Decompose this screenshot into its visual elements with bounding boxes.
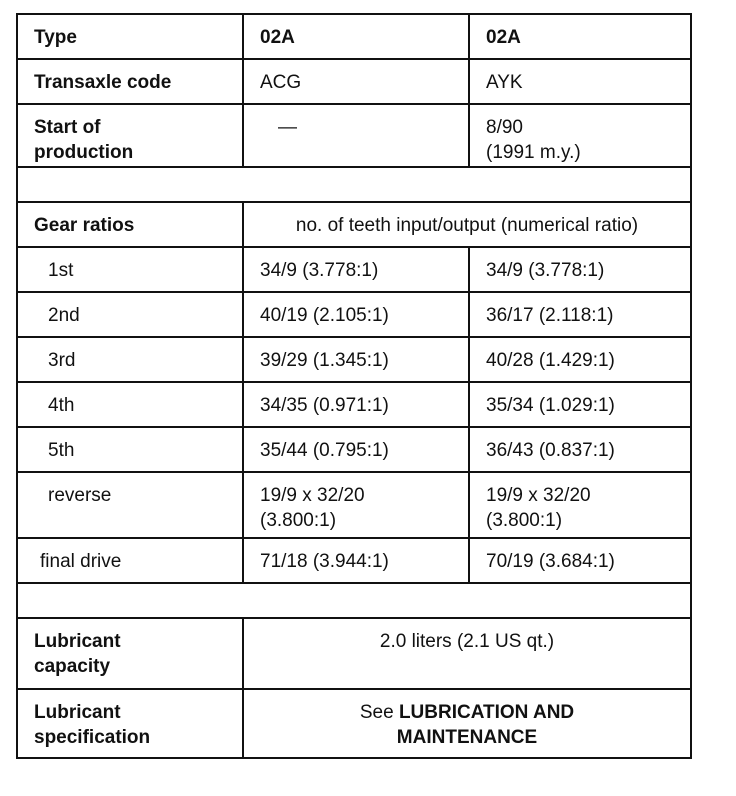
type-row: [17, 14, 691, 59]
lubricant-spec-row: [17, 689, 691, 758]
gear-name: 3rd: [17, 337, 243, 382]
gear-name: 4th: [17, 382, 243, 427]
lubricant-capacity-label-line2: capacity: [34, 656, 111, 677]
production-label: [17, 104, 243, 167]
gear-ratios-subheader: no. of teeth input/output (numerical ratio): [243, 202, 691, 247]
gear-ratio-col1: 34/9 (3.778:1): [243, 247, 469, 292]
gear-ratios-header-row: [17, 202, 691, 247]
gear-ratio-col1: 39/29 (1.345:1): [243, 337, 469, 382]
type-col1: 02A: [243, 14, 469, 59]
transaxle-code-col1: ACG: [243, 59, 469, 104]
gear-ratio-col1: 35/44 (0.795:1): [243, 427, 469, 472]
lubricant-capacity-label: [17, 618, 243, 689]
lubricant-spec-prefix: See: [359, 702, 399, 723]
reverse-col1-line1: 19/9 x 32/20: [260, 485, 365, 506]
lubricant-spec-label-line1: Lubricant: [34, 702, 121, 723]
lubricant-spec-label-line2: specification: [34, 727, 151, 748]
production-col2-line1: 8/90: [486, 117, 523, 138]
spacer-cell: [17, 167, 691, 202]
lubricant-capacity-value: 2.0 liters (2.1 US qt.): [243, 618, 691, 689]
lubricant-capacity-row: [17, 618, 691, 689]
transaxle-spec-table: [16, 13, 692, 759]
gear-ratio-col1: 34/35 (0.971:1): [243, 382, 469, 427]
final-drive-col1: 71/18 (3.944:1): [243, 538, 469, 583]
spacer-cell: [17, 583, 691, 618]
transaxle-code-label: Transaxle code: [17, 59, 243, 104]
gear-row: [17, 292, 691, 337]
gear-row: [17, 427, 691, 472]
gear-name: 1st: [17, 247, 243, 292]
gear-ratios-label: Gear ratios: [17, 202, 243, 247]
reverse-label: reverse: [17, 472, 243, 538]
reverse-col1-line2: (3.800:1): [260, 510, 337, 531]
gear-name: 2nd: [17, 292, 243, 337]
type-label: Type: [17, 14, 243, 59]
gear-ratio-col1: 40/19 (2.105:1): [243, 292, 469, 337]
final-drive-label: final drive: [17, 538, 243, 583]
lubricant-spec-value: [243, 689, 691, 758]
lubricant-spec-link-line1: LUBRICATION AND: [398, 702, 575, 723]
production-col2-line2: (1991 m.y.): [486, 142, 581, 163]
gear-row: [17, 247, 691, 292]
gear-ratio-col2: 36/17 (2.118:1): [469, 292, 691, 337]
spacer-row: [17, 583, 691, 618]
production-row: [17, 104, 691, 167]
spacer-row: [17, 167, 691, 202]
gear-row: [17, 382, 691, 427]
reverse-row: [17, 472, 691, 538]
lubricant-spec-label: [17, 689, 243, 758]
production-col2: [469, 104, 691, 167]
gear-ratio-col2: 40/28 (1.429:1): [469, 337, 691, 382]
reverse-col1: [243, 472, 469, 538]
reverse-col2: [469, 472, 691, 538]
reverse-col2-line1: 19/9 x 32/20: [486, 485, 591, 506]
gear-row: [17, 337, 691, 382]
type-col2: 02A: [469, 14, 691, 59]
reverse-col2-line2: (3.800:1): [486, 510, 563, 531]
production-label-line1: Start of: [34, 117, 101, 138]
production-label-line2: production: [34, 142, 134, 163]
final-drive-row: [17, 538, 691, 583]
gear-ratio-col2: 34/9 (3.778:1): [469, 247, 691, 292]
transaxle-code-row: [17, 59, 691, 104]
gear-ratio-col2: 35/34 (1.029:1): [469, 382, 691, 427]
final-drive-col2: 70/19 (3.684:1): [469, 538, 691, 583]
gear-ratio-col2: 36/43 (0.837:1): [469, 427, 691, 472]
lubricant-spec-link-line2: MAINTENANCE: [396, 727, 538, 748]
transaxle-code-col2: AYK: [469, 59, 691, 104]
gear-name: 5th: [17, 427, 243, 472]
lubricant-capacity-label-line1: Lubricant: [34, 631, 121, 652]
production-col1: —: [243, 104, 469, 167]
